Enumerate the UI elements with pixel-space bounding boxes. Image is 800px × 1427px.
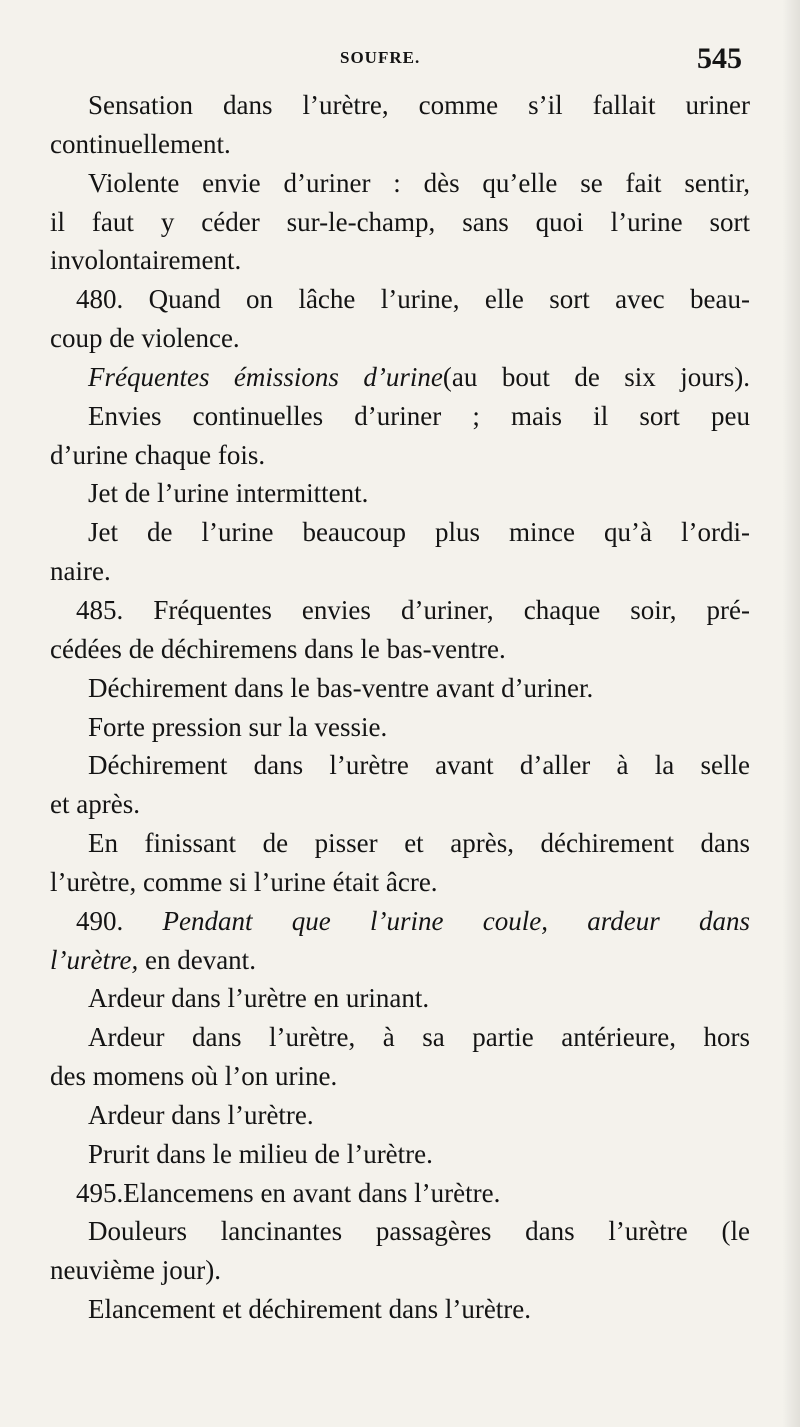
text-line: Sensation dans l’urètre, comme s’il fallait uriner bbox=[88, 90, 750, 120]
text-line: il faut y céder sur-le-champ, sans quoi l’urine sort bbox=[50, 206, 750, 237]
text-line: Déchirement dans le bas-ventre avant d’uriner. bbox=[88, 672, 594, 703]
text-line: coup de violence. bbox=[50, 323, 240, 354]
italic-text: l’urètre, bbox=[50, 944, 139, 975]
text-line: Douleurs lancinantes passagères dans l’urètre (le bbox=[88, 1216, 750, 1247]
text-line: Envies continuelles d’uriner ; mais il sort peu bbox=[88, 400, 750, 431]
text-line: En finissant de pisser et après, déchirement dans bbox=[88, 828, 750, 859]
text-line: Jet de l’urine beaucoup plus mince qu’à l’ordi- bbox=[88, 517, 750, 548]
symptom-number: 490. bbox=[76, 905, 124, 936]
text-line: Déchirement dans l’urètre avant d’aller à la selle bbox=[88, 750, 750, 781]
text-line bbox=[50, 902, 750, 941]
text-line: naire. bbox=[50, 556, 111, 587]
italic-text: Fréquentes émissions d’urine bbox=[88, 361, 443, 392]
text-line: neuvième jour). bbox=[50, 1255, 221, 1286]
text-line: 480. Quand on lâche l’urine, elle sort avec beau- bbox=[76, 284, 750, 315]
page-header bbox=[0, 42, 800, 82]
text-line: Fréquentes émissions d’urine(au bout de six jours). bbox=[88, 361, 751, 392]
text-line: et après. bbox=[50, 789, 140, 820]
text-line: involontairement. bbox=[50, 245, 242, 276]
italic-text: Pendant que l’urine coule, ardeur dans bbox=[162, 905, 751, 936]
text-line: Jet de l’urine intermittent. bbox=[88, 478, 369, 509]
symptom-number: 480. bbox=[76, 284, 124, 315]
text-line: Elancement et déchirement dans l’urètre. bbox=[88, 1294, 532, 1325]
text-line: 485. Fréquentes envies d’uriner, chaque soir, pré- bbox=[76, 594, 751, 625]
symptom-number: 495. bbox=[76, 1177, 124, 1208]
text-line: Violente envie d’uriner : dès qu’elle se fait sentir, bbox=[88, 167, 750, 198]
body-text bbox=[50, 86, 750, 1329]
text-line: Ardeur dans l’urètre, à sa partie antérieure, hors bbox=[88, 1022, 750, 1053]
text-line: des momens où l’on urine. bbox=[50, 1061, 338, 1092]
text-line: d’urine chaque fois. bbox=[50, 439, 266, 470]
running-head: SOUFRE. bbox=[340, 48, 421, 67]
page-edge-shadow bbox=[782, 0, 800, 1427]
symptom-number: 485. bbox=[76, 594, 124, 625]
text-line: Ardeur dans l’urètre. bbox=[88, 1099, 314, 1130]
text-line: cédées de déchiremens dans le bas-ventre. bbox=[50, 633, 506, 664]
text-line: 495.Elancemens en avant dans l’urètre. bbox=[76, 1177, 501, 1208]
text-line: l’urètre, comme si l’urine était âcre. bbox=[50, 866, 438, 897]
text-line: continuellement. bbox=[50, 128, 231, 159]
text-line: Ardeur dans l’urètre en urinant. bbox=[88, 983, 430, 1014]
text-line: Forte pression sur la vessie. bbox=[88, 711, 388, 742]
text-line: l’urètre, en devant. bbox=[50, 944, 256, 975]
text-line: Prurit dans le milieu de l’urètre. bbox=[88, 1138, 433, 1169]
page-number: 545 bbox=[697, 42, 742, 75]
